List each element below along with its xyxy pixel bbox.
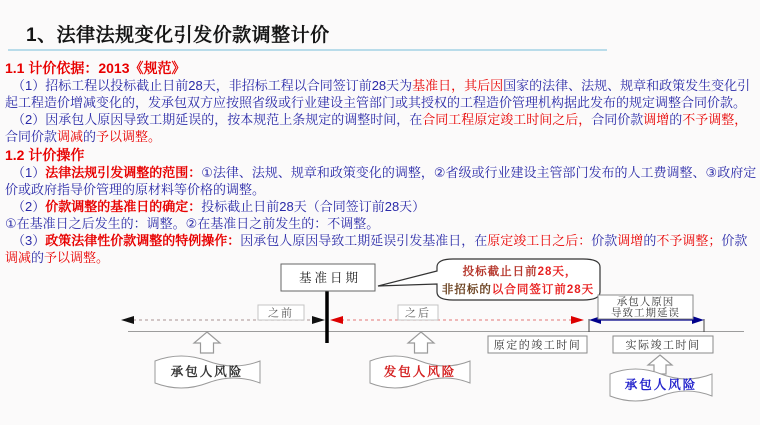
timeline-diagram bbox=[0, 255, 760, 425]
actual-finish-label: 实际竣工时间 bbox=[625, 339, 701, 352]
callout-text-red: 以合同签订前 bbox=[491, 284, 567, 296]
p1-seg: （1）招标工程以投标截止日前28天，非招标工程以合同签订前28天为 bbox=[12, 78, 413, 93]
callout-line-1 bbox=[463, 264, 578, 278]
p6-seg: 价款 bbox=[591, 233, 618, 248]
up-arrow-icon bbox=[194, 332, 220, 353]
p6-seg: 因承包人原因导致工期延误引发基准日，在 bbox=[240, 233, 488, 248]
section-1-1-heading: 1.1 计价依据：2013《规范》 bbox=[5, 60, 186, 76]
section-1-2-heading: 1.2 计价操作 bbox=[5, 147, 85, 163]
before-left-arrowhead-icon bbox=[121, 316, 134, 324]
p6-seg-red: 予以调整。 bbox=[44, 250, 110, 265]
paragraph-1 bbox=[5, 77, 758, 111]
slide-body bbox=[5, 59, 758, 266]
title-underline bbox=[8, 49, 607, 51]
up-arrow-icon bbox=[408, 332, 434, 353]
p6-seg-red: 调增 bbox=[617, 233, 644, 248]
callout-text-dark: 非招标的 bbox=[441, 284, 492, 296]
paragraph-4 bbox=[5, 198, 758, 215]
p4-seg-red: 价款调整的基准日的确定： bbox=[45, 199, 202, 214]
delay-reason-line-1: 承包人原因 bbox=[616, 296, 675, 308]
p1-seg-red: 基准日，其后因 bbox=[412, 78, 504, 93]
after-right-arrowhead-icon bbox=[571, 316, 584, 324]
p4-seg: （2） bbox=[12, 199, 46, 214]
before-label: 之前 bbox=[268, 307, 294, 320]
risk-banner-left-label: 承包人风险 bbox=[170, 365, 244, 379]
p2-seg-red: 调增 bbox=[643, 112, 670, 127]
p4-seg: 投标截止日前28天（合同签订前28天） bbox=[201, 199, 426, 214]
callout-line-2 bbox=[442, 282, 594, 296]
delay-reason-line-2: 导致工期延误 bbox=[611, 307, 680, 319]
p3-seg-red: 法律法规引发调整的范围： bbox=[45, 165, 202, 180]
p6-seg-red: 不予调整； bbox=[656, 233, 722, 248]
p6-seg: 的 bbox=[643, 233, 657, 248]
callout-text-red: 28天 bbox=[566, 284, 595, 296]
p1-seg: 国家的法律、法规、规章和政策发生变化引起工程造价增减变化的，发承包双方应按照省级或行业建设主管部门或其授权的工程造价管理机构据此发布的规定调整合同价款。 bbox=[5, 78, 751, 110]
callout-text-red: 28天， bbox=[537, 266, 578, 278]
base-date-label: 基准日期 bbox=[298, 271, 362, 285]
p2-seg-red: 调减 bbox=[57, 129, 84, 144]
p2-seg: （2）因承包人原因导致工期延误的，按本规范上条规定的调整时间，在 bbox=[12, 112, 423, 127]
p6-seg: 的 bbox=[31, 250, 45, 265]
paragraph-3 bbox=[5, 164, 758, 198]
p2-seg: 合同价款 bbox=[591, 112, 644, 127]
p2-seg: 合同价款 bbox=[5, 129, 58, 144]
p3-seg: （1） bbox=[12, 165, 46, 180]
p2-seg-red: 予以调整。 bbox=[96, 129, 162, 144]
paragraph-5: ①在基准日之后发生的：调整。②在基准日之前发生的：不调整。 bbox=[5, 216, 380, 231]
after-left-arrowhead-icon bbox=[330, 316, 343, 324]
risk-banner-middle-label: 发包人风险 bbox=[383, 365, 457, 379]
p3-seg: ①法律、法规、规章和政策变化的调整，②省级或行业建设主管部门发布的人工费调整、③政府定价或政府指导价管理的原材料等价格的调整。 bbox=[5, 165, 757, 197]
p2-seg-red: 不予调整， bbox=[682, 112, 748, 127]
page-title: 1、法律法规变化引发价款调整计价 bbox=[26, 25, 330, 46]
p2-seg: 的 bbox=[669, 112, 683, 127]
risk-banner-right-label: 承包人风险 bbox=[624, 378, 698, 392]
before-right-arrowhead-icon bbox=[312, 316, 325, 324]
after-label: 之后 bbox=[405, 307, 431, 320]
p2-seg: 的 bbox=[83, 129, 97, 144]
delay-right-arrowhead-icon bbox=[692, 316, 704, 324]
p6-seg-red: 政策法律性价款调整的特例操作： bbox=[45, 233, 241, 248]
p6-seg-red: 原定竣工日之后： bbox=[487, 233, 592, 248]
planned-finish-label: 原定的竣工时间 bbox=[493, 339, 582, 352]
paragraph-2 bbox=[5, 111, 758, 145]
p2-seg-red: 合同工程原定竣工时间之后， bbox=[422, 112, 592, 127]
p6-seg: 价款 bbox=[721, 233, 748, 248]
p6-seg: （3） bbox=[12, 233, 46, 248]
callout-text-dark: 投标截止日前 bbox=[462, 266, 538, 278]
p6-seg-red: 调减 bbox=[5, 250, 32, 265]
